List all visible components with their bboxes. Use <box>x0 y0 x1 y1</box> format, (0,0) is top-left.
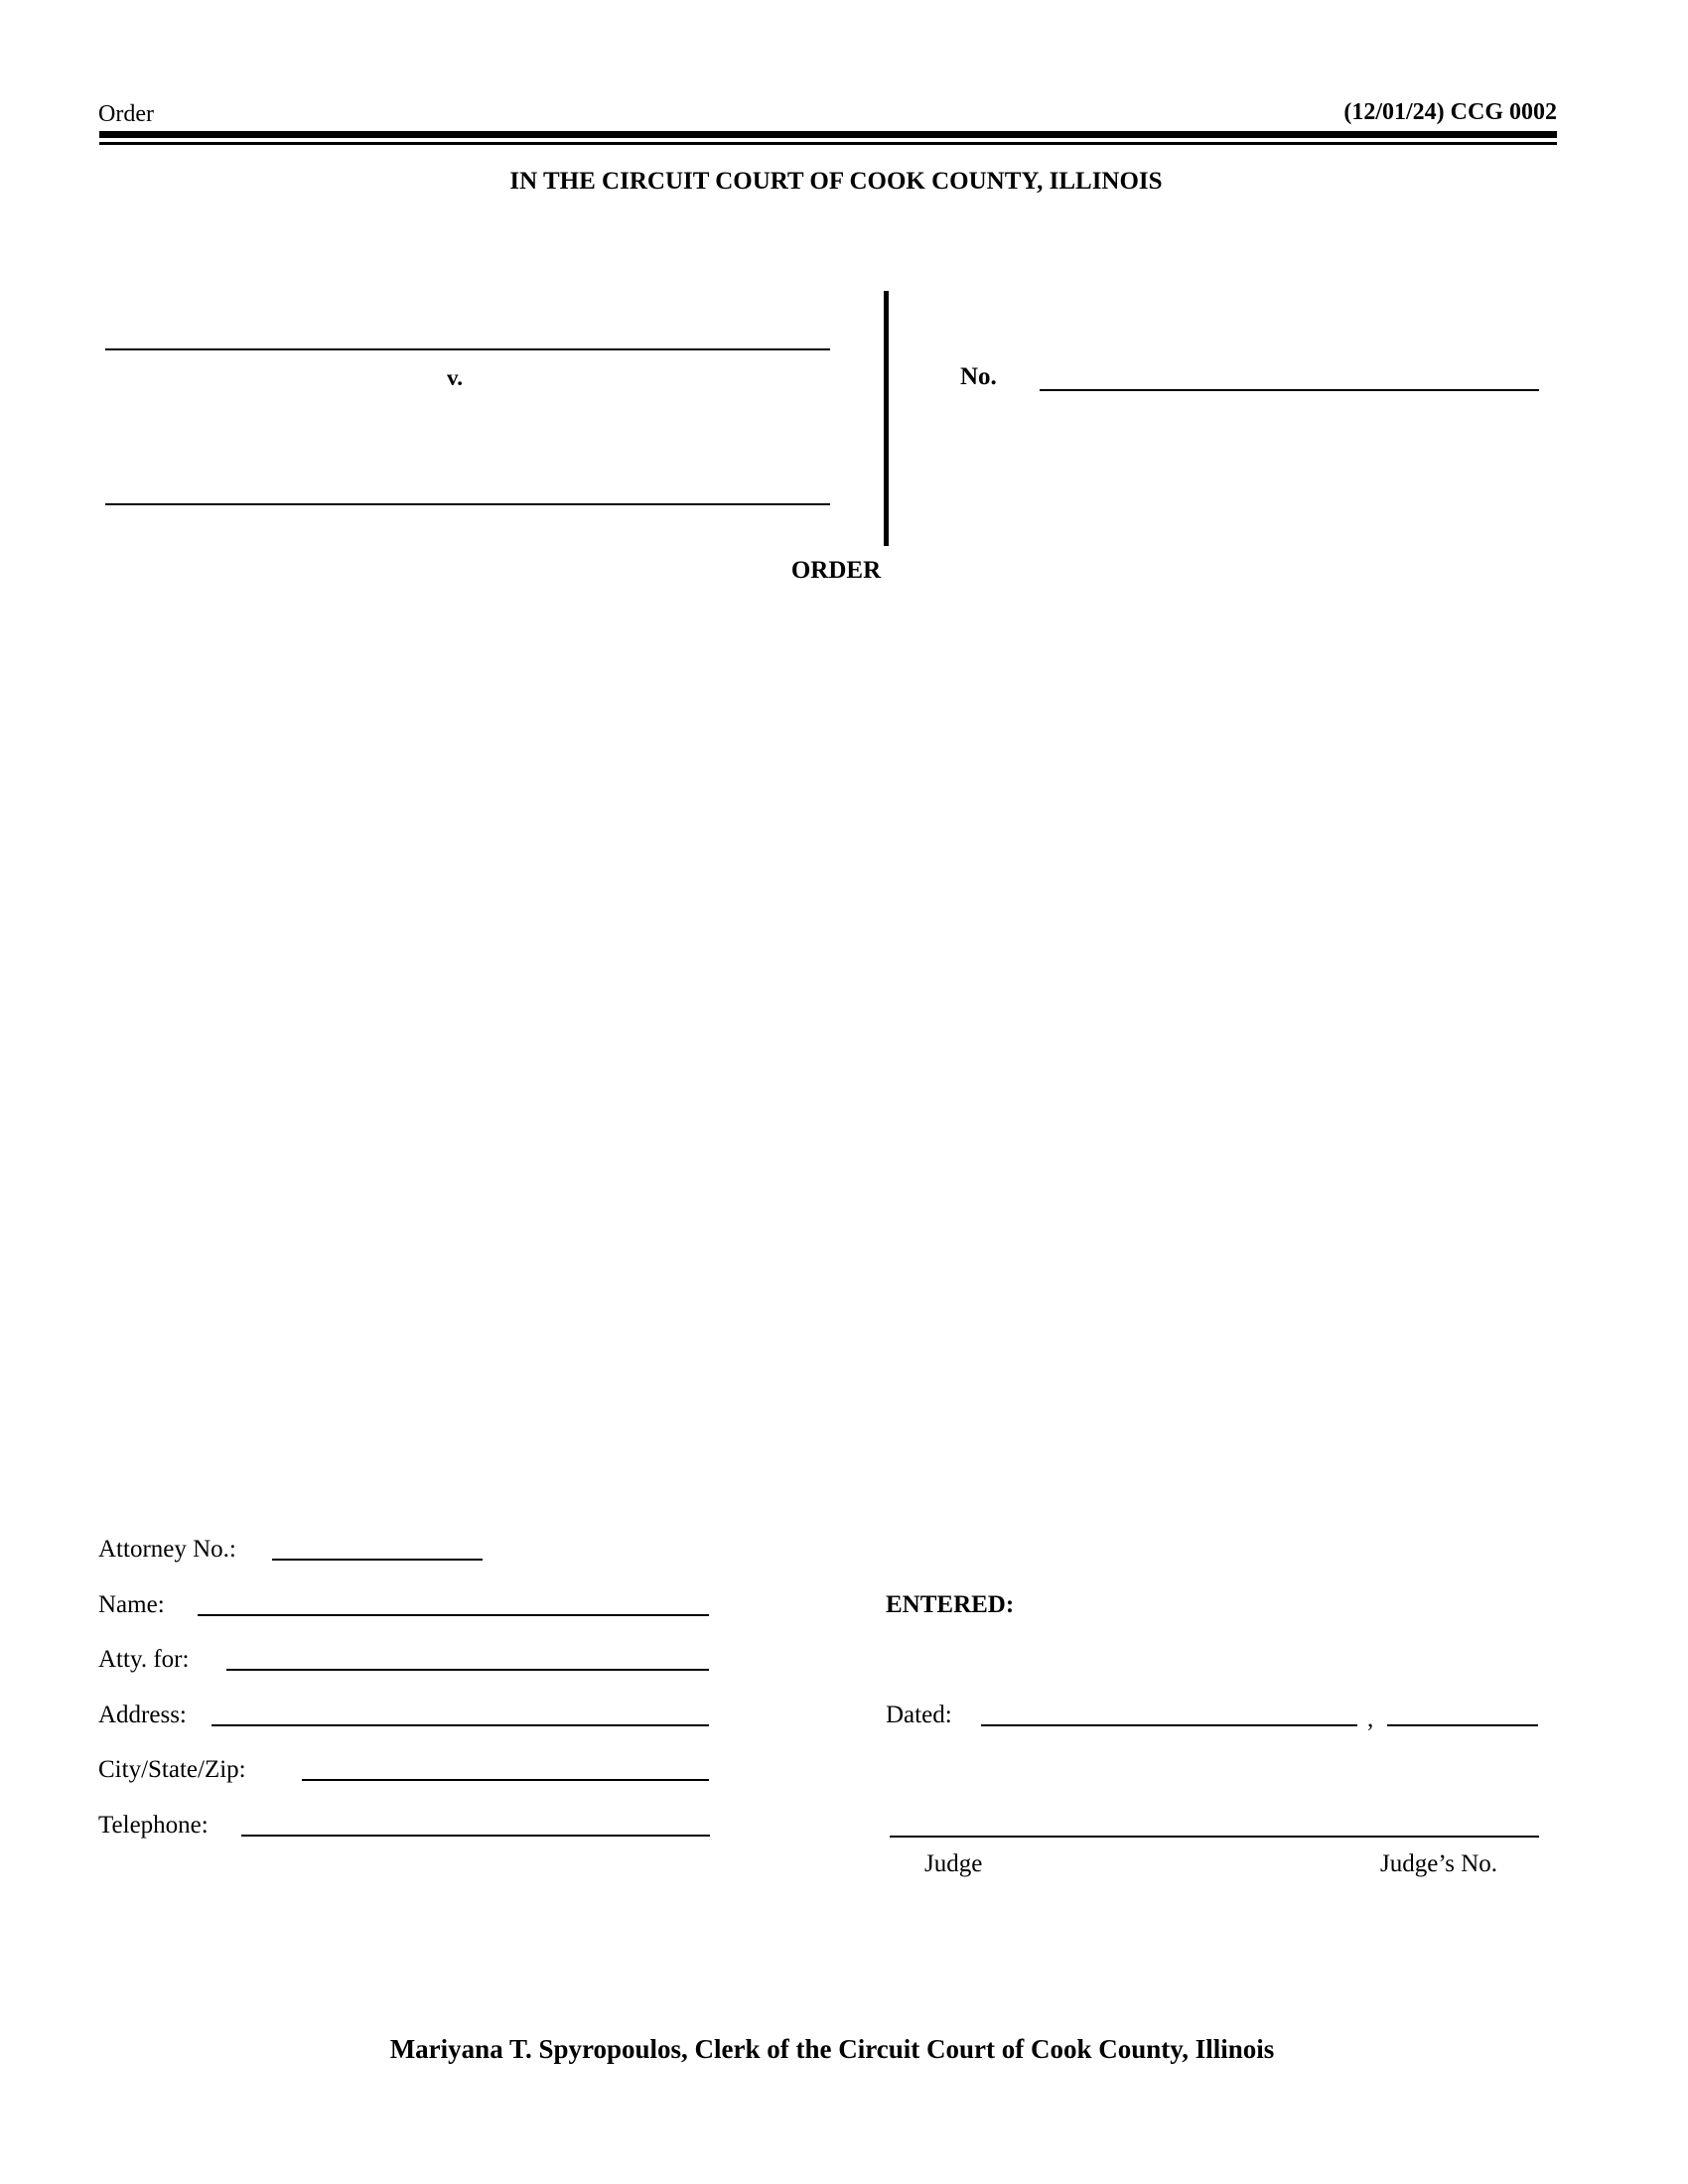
judge-signature-line[interactable] <box>890 1836 1539 1838</box>
case-no-label: No. <box>960 363 997 390</box>
telephone-line[interactable] <box>241 1835 710 1837</box>
city-state-zip-line[interactable] <box>302 1779 709 1781</box>
form-name: Order <box>98 101 154 127</box>
address-line[interactable] <box>211 1724 709 1726</box>
caption-divider <box>884 291 889 546</box>
atty-for-label: Atty. for: <box>98 1646 190 1673</box>
header-thick-rule <box>99 131 1557 138</box>
case-no-line[interactable] <box>1040 389 1539 391</box>
judge-label: Judge <box>924 1850 983 1877</box>
dated-label: Dated: <box>886 1702 952 1728</box>
dated-month-day-line[interactable] <box>981 1724 1357 1726</box>
name-line[interactable] <box>198 1614 709 1616</box>
atty-for-line[interactable] <box>226 1669 709 1671</box>
defendant-line[interactable] <box>105 503 830 505</box>
address-label: Address: <box>98 1702 187 1728</box>
header-thin-rule <box>99 142 1557 145</box>
judge-no-label: Judge’s No. <box>1380 1850 1498 1877</box>
clerk-footer: Mariyana T. Spyropoulos, Clerk of the Circuit Court of Cook County, Illinois <box>389 2034 1275 2064</box>
entered-label: ENTERED: <box>886 1591 1015 1618</box>
document-title: ORDER <box>790 557 882 584</box>
court-title: IN THE CIRCUIT COURT OF COOK COUNTY, ILLINOIS <box>509 168 1163 195</box>
attorney-no-line[interactable] <box>272 1559 483 1561</box>
versus-label: v. <box>447 365 463 390</box>
attorney-no-label: Attorney No.: <box>98 1536 236 1563</box>
dated-comma: , <box>1367 1706 1374 1732</box>
city-state-zip-label: City/State/Zip: <box>98 1756 246 1783</box>
dated-year-line[interactable] <box>1387 1724 1538 1726</box>
telephone-label: Telephone: <box>98 1812 209 1839</box>
name-label: Name: <box>98 1591 165 1618</box>
form-code: (12/01/24) CCG 0002 <box>1343 99 1557 125</box>
plaintiff-line[interactable] <box>105 348 830 350</box>
